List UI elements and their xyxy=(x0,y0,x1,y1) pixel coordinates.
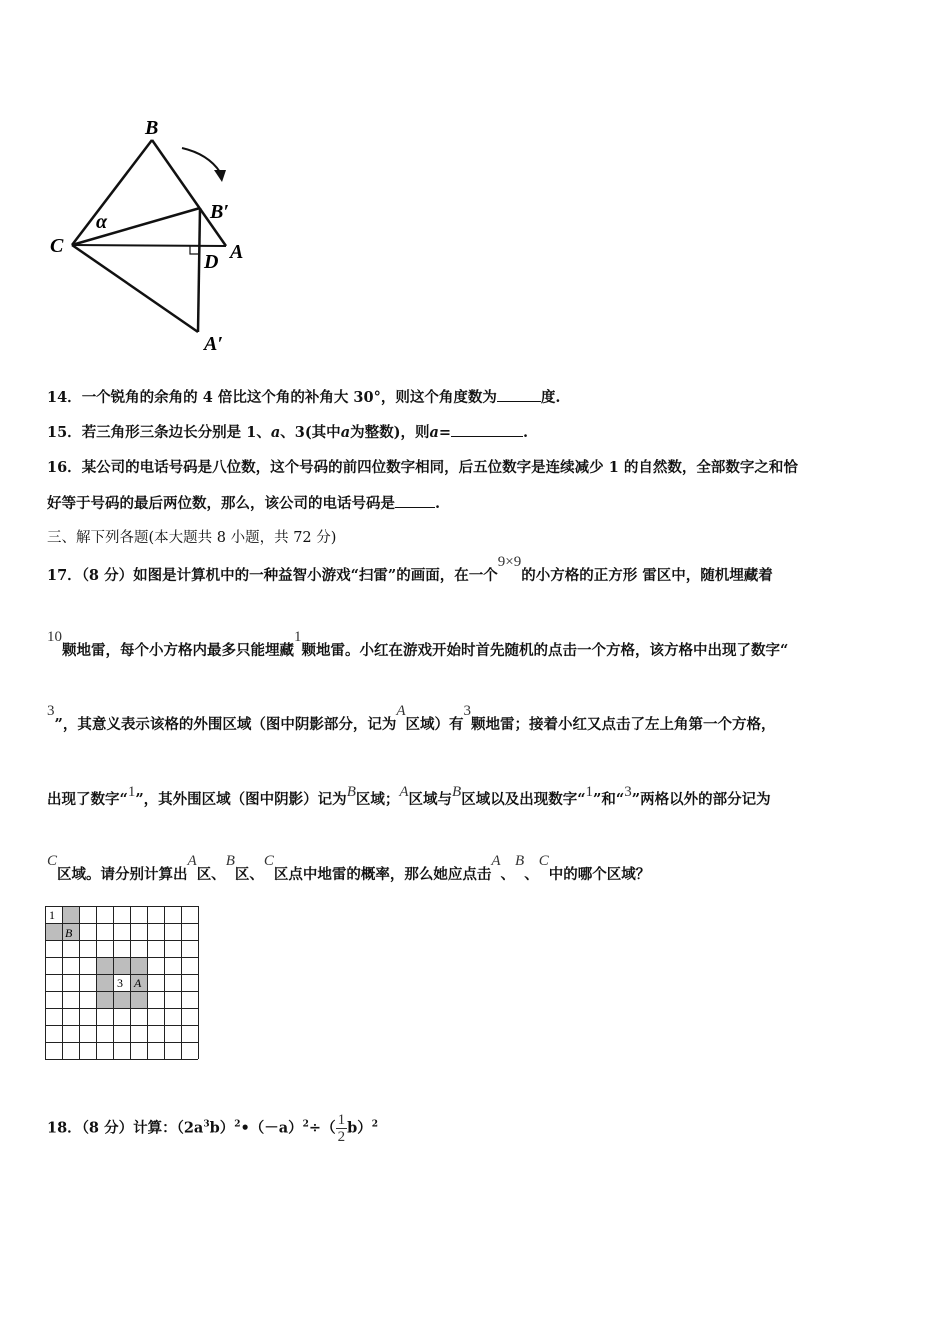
question-17-line4 xyxy=(47,784,771,809)
q17-l5-b: 区、 xyxy=(196,866,226,883)
shade-B-1 xyxy=(62,906,79,923)
q17-l5-C3: C xyxy=(538,853,549,869)
section-3-title-text: 三、解下列各题(本大题共 8 小题，共 72 分) xyxy=(47,530,337,546)
q15-number: 15． xyxy=(47,424,82,441)
q15-var-a3: a xyxy=(429,424,439,441)
q18-expr-b: b） xyxy=(209,1119,235,1137)
q17-l4-g: ”两格以外的部分记为 xyxy=(631,791,771,808)
q17-l5-C: C xyxy=(47,853,58,869)
q17-score: （8 分） xyxy=(81,567,134,584)
label-A-prime: A′ xyxy=(204,333,223,355)
q17-l5-A2: A xyxy=(491,853,501,869)
label-D: D xyxy=(204,251,219,273)
q17-l4-d: 区域与 xyxy=(408,791,453,808)
q18-exp-3: 3 xyxy=(203,1119,210,1130)
q17-l5-C2: C xyxy=(263,853,274,869)
q17-l2-a: 颗地雷，每个小方格内最多只能埋藏 xyxy=(62,642,294,659)
section-3-title xyxy=(47,526,336,547)
q14-text-end: 度. xyxy=(540,389,561,406)
q17-l4-e: 区域以及出现数字“ xyxy=(461,791,586,808)
q18-expr-a: （2a xyxy=(176,1119,204,1137)
q18-exp-2b: 2 xyxy=(302,1119,309,1130)
q17-9x9: 9×9 xyxy=(497,554,522,570)
label-B-prime: B′ xyxy=(210,201,229,223)
q17-l4-B: B xyxy=(346,784,356,800)
q17-l5-B: B xyxy=(225,853,235,869)
q16-end: . xyxy=(435,495,441,512)
q18-exp-2a: 2 xyxy=(234,1119,241,1130)
q17-l5-B2: B xyxy=(515,853,525,869)
label-C: C xyxy=(50,235,64,257)
q15-blank xyxy=(451,422,523,437)
cell-3-label: 3 xyxy=(117,976,123,990)
cell-B-label: B xyxy=(65,926,73,940)
q17-l1-b: 的小方格的正方形 雷区中，随机埋藏着 xyxy=(521,567,773,584)
q17-l4-c: 区域； xyxy=(355,791,400,808)
question-17-line3 xyxy=(47,703,776,734)
q17-l4-A: A xyxy=(399,784,409,800)
q17-A1: A xyxy=(396,703,406,719)
question-14 xyxy=(47,386,560,407)
q18-exp-2c: 2 xyxy=(371,1119,378,1130)
q18-expr-e: b） xyxy=(347,1119,372,1137)
q18-expr-c: •（－a） xyxy=(240,1119,303,1137)
q17-3a: 3 xyxy=(47,703,55,719)
question-18 xyxy=(47,1112,378,1145)
q17-l5-f: 、 xyxy=(524,866,539,883)
q17-l1-a: 如图是计算机中的一种益智小游戏“扫雷”的画面，在一个 xyxy=(133,567,498,584)
q15-text-b: 、3(其中 xyxy=(280,424,341,441)
q15-var-a: a xyxy=(270,424,281,441)
q17-1: 1 xyxy=(294,629,302,645)
q17-l5-g: 中的哪个区域？ xyxy=(548,866,651,883)
question-16-line1 xyxy=(47,456,798,477)
question-16-line2 xyxy=(47,492,440,513)
q17-l4-1: 1 xyxy=(127,784,136,800)
label-alpha: α xyxy=(96,211,108,233)
q17-l4-b: ”，其外围区域（图中阴影）记为 xyxy=(135,791,347,808)
label-A: A xyxy=(230,241,244,263)
q17-l4-f: ”和“ xyxy=(593,791,625,808)
q17-l3-c: 颗地雷；接着小红又点击了左上角第一个方格， xyxy=(471,716,776,733)
q15-text-e: . xyxy=(523,424,529,441)
q17-10: 10 xyxy=(47,629,62,645)
q15-text-d: = xyxy=(438,424,452,441)
q17-l4-B2: B xyxy=(452,784,462,800)
q14-text: 一个锐角的余角的 4 倍比这个角的补角大 30°，则这个角度数为 xyxy=(81,389,497,406)
q18-number: 18． xyxy=(47,1119,82,1137)
q17-l4-a: 出现了数字“ xyxy=(47,791,128,808)
q14-number: 14． xyxy=(47,389,82,406)
q17-l5-e: 、 xyxy=(500,866,516,883)
q17-3b: 3 xyxy=(463,703,472,719)
cell-A-label: A xyxy=(134,976,142,990)
q18-score: （8 分）计算： xyxy=(81,1119,177,1137)
q17-l2-b: 颗地雷。小红在游戏开始时首先随机的点击一个方格，该方格中出现了数字“ xyxy=(301,642,789,659)
triangle-rotation-figure xyxy=(40,110,280,370)
q17-l5-a: 区域。请分别计算出 xyxy=(57,866,188,883)
q14-blank xyxy=(497,387,541,402)
question-17-line2 xyxy=(47,629,789,660)
q16-number: 16． xyxy=(47,459,82,476)
question-17-line5 xyxy=(47,853,651,884)
minesweeper-grid xyxy=(45,906,200,1063)
q16-line1: 某公司的电话号码是八位数，这个号码的前四位数字相同，后五位数字是连续减少 1 的自然数，全部数字之和恰 xyxy=(81,459,798,476)
q18-frac-den: 2 xyxy=(337,1129,346,1145)
label-B: B xyxy=(145,117,159,139)
q17-number: 17． xyxy=(47,567,82,584)
question-17-line1 xyxy=(47,554,773,585)
q15-text-c: 为整数)，则 xyxy=(350,424,430,441)
q15-text-a: 若三角形三条边长分别是 1、 xyxy=(81,424,271,441)
q18-expr-d: ÷（ xyxy=(308,1119,336,1137)
q16-blank xyxy=(395,493,435,508)
cell-1-label: 1 xyxy=(49,908,55,922)
q17-l4-3: 3 xyxy=(624,784,632,800)
q17-l3-b: 区域）有 xyxy=(405,716,464,733)
q17-l4-1b: 1 xyxy=(585,784,594,800)
q15-var-a2: a xyxy=(340,424,351,441)
q17-l5-c: 区、 xyxy=(234,866,264,883)
q17-l5-A: A xyxy=(187,853,197,869)
q18-fraction xyxy=(336,1112,348,1145)
shade-B-2 xyxy=(45,923,62,940)
question-15 xyxy=(47,421,528,442)
q17-l5-d: 区点中地雷的概率，那么她应点击 xyxy=(273,866,492,883)
q17-l3-a: ”，其意义表示该格的外围区域（图中阴影部分，记为 xyxy=(54,716,397,733)
q16-line2: 好等于号码的最后两位数，那么，该公司的电话号码是 xyxy=(47,495,395,512)
q18-frac-num: 1 xyxy=(337,1112,346,1128)
